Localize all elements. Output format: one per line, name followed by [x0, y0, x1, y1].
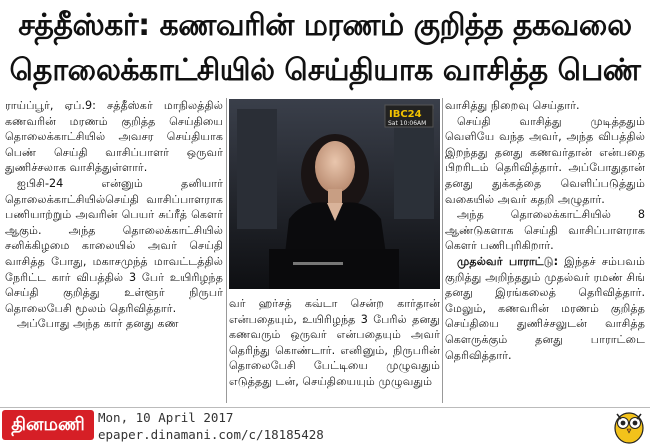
col3-paragraph [445, 254, 645, 363]
news-anchor-photo [229, 99, 440, 289]
col3-paragraph: வாசித்து நிறைவு செய்தார். [445, 99, 580, 112]
channel-logo: IBC24 [389, 109, 422, 120]
col2-paragraph: வர் ஹர்சத் கவ்டா சென்ற கார்தான் என்பதையும், உயிரிழந்த 3 பேரில் தனது கணவரும் ஒருவர் என்பதையும் அவர் தெரிந்து கொண்டார். எனினும், நிருபரின் தொலைபேசி பேட்டியை முழுவதும் எடுத்தது டன், செய்தியையும் முழுவதும் [229, 297, 440, 388]
col1-paragraph: ராய்ப்பூர், ஏப்.9: சத்தீஸ்கர் மாநிலத்தில் கணவரின் மரணம் குறித்த செய்தியை தொலைக்காட்சியில் அவசர செய்தியாக பெண் செய்தி வாசிப்பாளர் ஒருவர் துணிச்சலாக வாசித்துள்ளார். [5, 99, 223, 175]
col3-paragraph: அந்த தொலைக்காட்சியில் 8 ஆண்டுகளாக செய்தி வாசிப்பாளராக கௌர் பணிபுரிகிறார். [445, 208, 645, 253]
col3-paragraph-text: இந்தச் சம்பவம் குறித்து அறிந்ததும் முதல்வர் ரமண் சிங் தனது இரங்கலைத் தெரிவித்தார். மேலும், கணவரின் மரணம் குறித்த செய்தியை துணிச்சலுடன் வாசித்த கௌருக்கும் தனது பாராட்டை தெரிவித்தார். [445, 254, 645, 362]
headline-line-2: தொலைக்காட்சியில் செய்தியாக வாசித்த பெண் [9, 53, 641, 88]
epaper-url[interactable]: epaper.dinamani.com/c/18185428 [98, 427, 324, 442]
article-column-3 [445, 98, 645, 363]
channel-time: Sat 10:06AM [388, 120, 427, 127]
edition-date: Mon, 10 April 2017 [98, 410, 234, 425]
col1-paragraph: அப்போது அந்த கார் தனது கண [17, 317, 179, 331]
footer-divider [0, 407, 650, 408]
article-column-2 [229, 296, 440, 390]
anchor-image [229, 99, 440, 289]
headline-line-1: சத்தீஸ்கர்: கணவரின் மரணம் குறித்த தகவலை [18, 8, 632, 43]
col3-paragraph: செய்தி வாசித்து முடித்ததும் வெளியே வந்த அவர், அந்த விபத்தில் இறந்தது தனது கணவர்தான் என்பதை பிறரிடம் தெரிவித்தார். அப்போதுதான் தனது துக்கத்தை வெளிப்படுத்தும் வகையில் அவர் கதறி அழுதார். [445, 114, 645, 206]
column-divider [442, 98, 443, 403]
column-divider [226, 98, 227, 403]
subheading-cm-praise: முதல்வர் பாராட்டு: [457, 254, 559, 268]
article-column-1 [5, 98, 223, 332]
col1-paragraph: ஐபிசி-24 என்னும் தனியார் தொலைக்காட்சியில்செய்தி வாசிப்பாளராக பணியாற்றும் அவரின் பெயர் சுப்ரீத் கௌர் ஆகும். அந்த தொலைக்காட்சியில் சனிக்கிழமை காலையில் அவர் செய்தி வாசித்த போது, மகாசமுந்த் மாவட்டத்தில் நேரிட்ட கார் விபத்தில் 3 பேர் உயிரிழந்த செய்தி குறித்து உள்ளூர் நிருபர் தொலைபேசி மூலம் தெரிவித்தார். [5, 176, 223, 315]
newspaper-logo: தினமணி [2, 410, 94, 440]
owl-mascot-icon [612, 408, 646, 444]
